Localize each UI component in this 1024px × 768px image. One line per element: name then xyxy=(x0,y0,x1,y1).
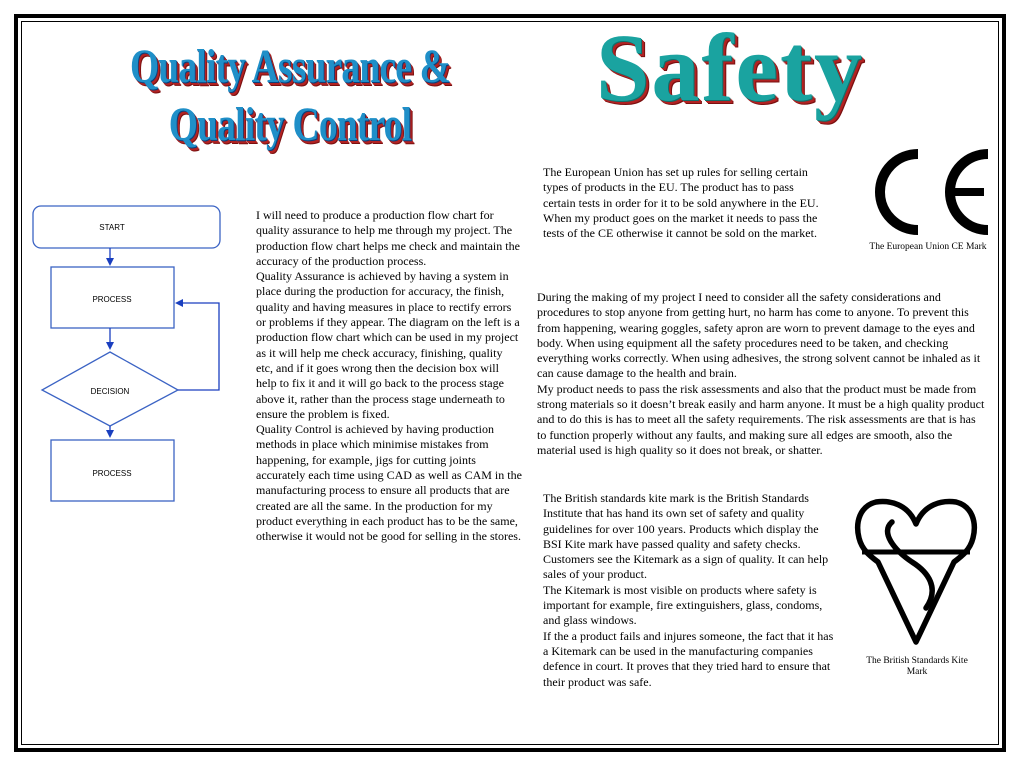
quality-title-line2: Quality Control xyxy=(168,98,412,151)
quality-title-line1: Quality Assurance & xyxy=(129,40,451,93)
flow-decision-label: DECISION xyxy=(90,387,130,396)
safety-paragraph-2: My product needs to pass the risk assessments and also that the product must be made from strong materials so it doesn’t break easily and harm anyone. It must be a high quality product and to do this is has to meet all the safety requirements. The risk assessments are that is has to function properly without any faults, and making sure all edges are smooth, also the material used is high quality so it does not break, or shatter. xyxy=(537,381,985,457)
quality-paragraph-2: Quality Assurance is achieved by having a system in place during the production for accuracy, the finish, quality and having measures in place to rectify errors or problems if they appear. The diagram on the left is a production flow chart which can be used in my project as it will help me check accuracy, finishing, quality etc, and if it goes wrong then the decision box will help to fix it and it will go back to the process stage above it, rather than the process stage underneath to ensure the problem is fixed. xyxy=(256,269,520,421)
eu-paragraph-1: The European Union has set up rules for selling certain types of products in the EU. The product has to pass certain tests in order for it to be sold anywhere in the EU. xyxy=(543,165,819,210)
flow-process-label-2: PROCESS xyxy=(92,469,132,478)
safety-text xyxy=(537,290,987,458)
bsi-paragraph-3: If the a product fails and injures someone, the fact that it has a Kitemark can be used in the manufacturing companies defence in court. It proves that they tried hard to ensure that their product was safe. xyxy=(543,628,834,689)
quality-text xyxy=(256,208,522,545)
kitemark-caption: The British Standards Kite Mark xyxy=(866,656,968,677)
kitemark-icon xyxy=(852,496,980,648)
safety-title: Safety xyxy=(596,14,864,121)
flow-start-label: START xyxy=(99,223,125,232)
bsi-paragraph-2: The Kitemark is most visible on products where safety is important for example, fire extinguishers, glass, condoms, and glass windows. xyxy=(543,582,823,628)
production-flowchart xyxy=(30,200,230,510)
ce-mark-icon xyxy=(862,146,994,238)
quality-paragraph-1: I will need to produce a production flow chart for quality assurance to help me through my project. The production flow chart helps me check and maintain the accuracy of the production process. xyxy=(256,208,520,268)
quality-paragraph-3: Quality Control is achieved by having production methods in place which minimise mistakes from happening, for example, jigs for cutting joints accurately each time using CAD as well as CAM in the manufacturing process to ensure all products that are created are all the same. In the production for my product everything in each product has to be the same, otherwise it would not be good for selling in the stores. xyxy=(256,422,522,544)
bsi-paragraph-1: The British standards kite mark is the British Standards Institute that has hand its own set of safety and quality guidelines for over 100 years. Products which display the BSI Kite mark have passed quality and safety checks. Customers see the Kitemark as a sign of quality. It can help sales of your product. xyxy=(543,491,829,582)
eu-paragraph-2: When my product goes on the market it needs to pass the tests of the CE otherwise it cannot be sold on the market. xyxy=(543,210,818,241)
safety-paragraph-1: During the making of my project I need to consider all the safety considerations and procedures to stop anyone from getting hurt, no harm has come to anyone. To prevent this from happening, wearing goggles, safety apron are worn to prevent damage to the eyes and body. When using equipment all the safety procedures need to be taken, and checking everything works correctly. When using adhesives, the strong solvent cannot be inhaled as it can cause damage to the health and brain. xyxy=(537,290,981,381)
flow-process-label-1: PROCESS xyxy=(92,295,132,304)
flow-loop-arrow xyxy=(177,303,219,390)
quality-title xyxy=(95,38,485,154)
bsi-text xyxy=(543,491,839,690)
flow-start-box xyxy=(33,206,220,248)
eu-text xyxy=(543,165,828,241)
ce-mark-caption: The European Union CE Mark xyxy=(869,242,987,252)
